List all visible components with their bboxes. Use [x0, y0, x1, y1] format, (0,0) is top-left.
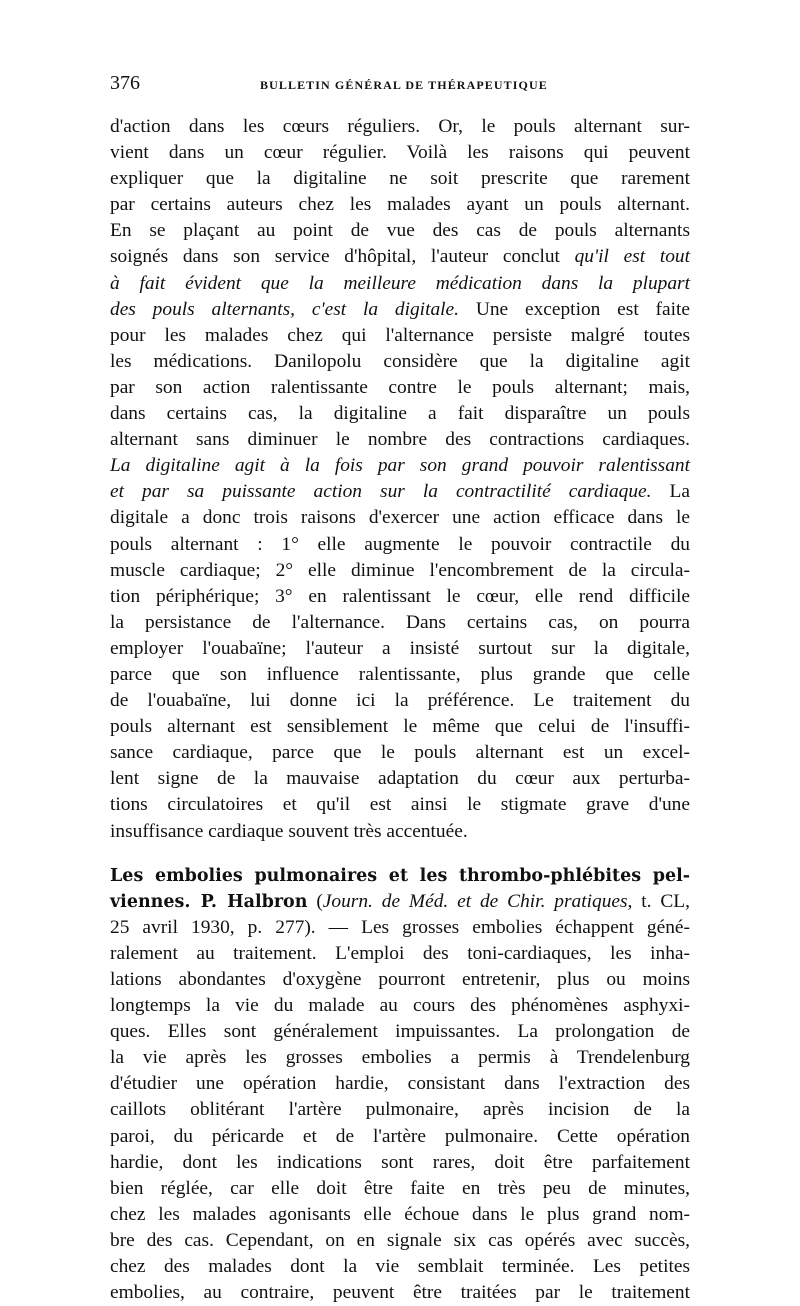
text-line: [110, 453, 690, 479]
text-line: expliquer que la digitaline ne soit prescrite que rarement: [110, 168, 690, 190]
journal-reference: Journ. de Méd. et de Chir. pratiques: [322, 890, 628, 912]
text-line: pouls alternant est sensiblement le même que celui de l'insuffi-: [110, 716, 690, 738]
text-line: En se plaçant au point de vue des cas de pouls alternants: [110, 220, 690, 242]
text-line: alternant sans diminuer le nombre des contractions cardiaques.: [110, 429, 690, 451]
text-line: chez des malades dont la vie semblait terminée. Les petites: [110, 1256, 690, 1278]
text-line: ralement au traitement. L'emploi des toni-cardiaques, les inha-: [110, 942, 690, 964]
section-title-author: viennes. P. Halbron: [110, 891, 308, 912]
text-line: hardie, dont les indications sont rares, doit être parfaitement: [110, 1151, 690, 1173]
text-line: digitale a donc trois raisons d'exercer une action efficace dans le: [110, 507, 690, 529]
text-line: paroi, du péricarde et de l'artère pulmonaire. Cette opération: [110, 1125, 690, 1147]
text-line: lations abondantes d'oxygène pourront entretenir, plus ou moins: [110, 969, 690, 990]
paragraph-embolies: [110, 863, 690, 1306]
journal-title: BULLETIN GÉNÉRAL DE THÉRAPEUTIQUE: [260, 78, 548, 92]
running-header: [110, 70, 690, 100]
text-line: d'étudier une opération hardie, consistant dans l'extraction des: [110, 1073, 690, 1095]
text-run: (: [307, 890, 323, 912]
italic-run: des pouls alternants, c'est la digitale.: [110, 298, 459, 320]
text-run: , t. CL,: [627, 890, 691, 912]
text-line: [110, 889, 690, 915]
text-line: la vie après les grosses embolies a permis à Trendelenburg: [110, 1047, 690, 1069]
text-line: la persistance de l'alternance. Dans certains cas, on pourra: [110, 611, 690, 633]
page-number: 376: [110, 72, 140, 94]
text-run: soignés dans son service d'hôpital, l'auteur conclut: [110, 246, 575, 268]
text-line: [110, 297, 690, 323]
text-line: d'action dans les cœurs réguliers. Or, le pouls alternant sur-: [110, 116, 690, 137]
text-line: [110, 479, 690, 505]
section-title: Les embolies pulmonaires et les thrombo-phlébites pel-: [110, 865, 690, 886]
text-run: Une exception est faite: [459, 298, 691, 320]
text-line: pouls alternant : 1° elle augmente le pouvoir contractile du: [110, 533, 690, 555]
text-line: sance cardiaque, parce que le pouls alternant est un excel-: [110, 742, 690, 764]
text-line: de l'ouabaïne, lui donne ici la préférence. Le traitement du: [110, 690, 690, 712]
text-line: employer l'ouabaïne; l'auteur a insisté surtout sur la digitale,: [110, 637, 690, 659]
text-line: bien réglée, car elle doit être faite en très peu de minutes,: [110, 1177, 690, 1199]
section-title-line: [110, 863, 690, 889]
italic-run: La digitaline agit à la fois par son grand pouvoir ralentissant: [110, 455, 690, 477]
italic-run: à fait évident que la meilleure médication dans la plupart: [110, 272, 690, 294]
text-line: parce que son influence ralentissante, plus grande que celle: [110, 663, 690, 685]
text-line: par certains auteurs chez les malades ayant un pouls alternant.: [110, 194, 690, 216]
text-line: par son action ralentissante contre le pouls alternant; mais,: [110, 376, 690, 398]
text-line: [110, 271, 690, 297]
paragraph-spacer: [110, 845, 690, 863]
text-line: caillots oblitérant l'artère pulmonaire, après incision de la: [110, 1099, 690, 1121]
text-line: lent signe de la mauvaise adaptation du cœur aux perturba-: [110, 768, 690, 790]
text-line: 25 avril 1930, p. 277). — Les grosses embolies échappent géné-: [110, 916, 690, 938]
text-line: tion périphérique; 3° en ralentissant le cœur, elle rend difficile: [110, 585, 690, 607]
text-line: pour les malades chez qui l'alternance persiste malgré toutes: [110, 324, 690, 346]
text-line: embolies, au contraire, peuvent être traitées par le traitement: [110, 1282, 690, 1304]
text-line: muscle cardiaque; 2° elle diminue l'encombrement de la circula-: [110, 559, 690, 581]
text-run: La: [651, 481, 690, 503]
paragraph-digitalis: [110, 114, 690, 845]
text-line: vient dans un cœur régulier. Voilà les raisons qui peuvent: [110, 142, 690, 164]
text-line: ques. Elles sont généralement impuissantes. La prolongation de: [110, 1021, 690, 1043]
italic-run: qu'il est tout: [574, 246, 690, 268]
text-line: [110, 244, 690, 270]
document-page: [110, 70, 690, 1306]
text-line: les médications. Danilopolu considère que la digitaline agit: [110, 350, 690, 372]
text-line: longtemps la vie du malade au cours des phénomènes asphyxi-: [110, 995, 690, 1017]
text-line: dans certains cas, la digitaline a fait disparaître un pouls: [110, 403, 690, 425]
text-line: bre des cas. Cependant, on en signale six cas opérés avec succès,: [110, 1229, 690, 1251]
text-line: chez les malades agonisants elle échoue dans le plus grand nom-: [110, 1203, 690, 1225]
italic-run: et par sa puissante action sur la contractilité cardiaque.: [110, 481, 652, 503]
text-line: insuffisance cardiaque souvent très accentuée.: [110, 820, 468, 842]
text-line: tions circulatoires et qu'il est ainsi le stigmate grave d'une: [110, 794, 690, 816]
